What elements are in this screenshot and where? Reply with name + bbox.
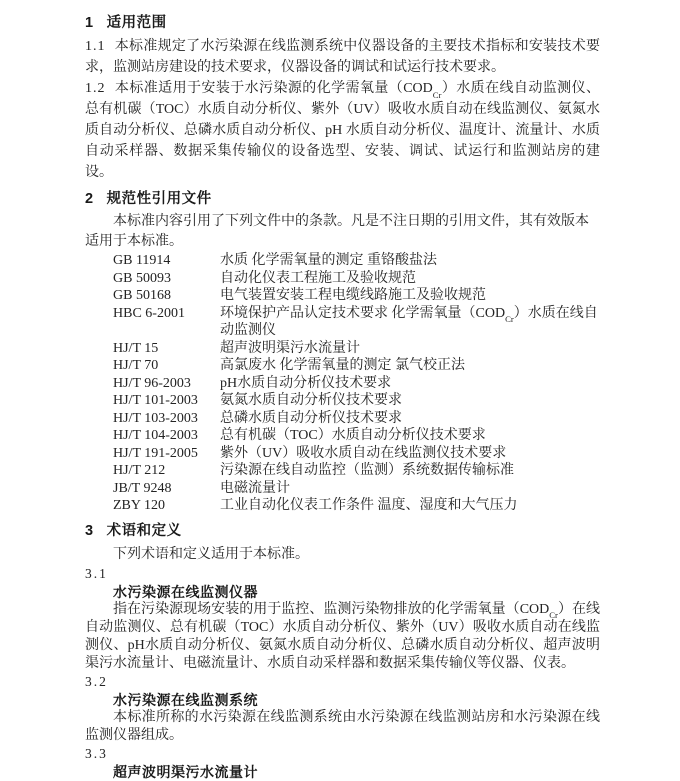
reference-item: [85, 357, 600, 375]
section-normative-references: [85, 189, 600, 515]
reference-code: HJ/T 15: [113, 340, 159, 356]
section-terms-definitions: [85, 521, 600, 781]
reference-title: 工业自动化仪表工作条件 温度、湿度和大气压力: [220, 498, 518, 513]
section-3-title: 术语和定义: [106, 522, 182, 539]
reference-title: pH水质自动分析仪技术要求: [220, 375, 392, 391]
term-number: 3.1: [85, 565, 108, 581]
reference-code: HJ/T 96-2003: [113, 375, 191, 391]
reference-title: 紫外（UV）吸收水质自动在线监测仪技术要求: [220, 445, 507, 461]
references-intro: 本标准内容引用了下列文件中的条款。凡是不注日期的引用文件，其有效版本适用于本标准。: [85, 214, 589, 249]
term-definition: 指在污染源现场安装的用于监控、监测污染物排放的化学需氧量$(COD_{Cr})$在线自动监测仪、总有机碳（TOC）水质自动分析仪、紫外（UV）吸收水质自动在线监测仪、pH水质自动分析仪、氨氮水质自动分析仪、总磷水质自动分析仪、超声波明渠污水流量计、电磁流量计、水质自动采样器和数据采集传输仪等仪器、仪表。: [85, 601, 601, 671]
section-scope: [85, 13, 600, 183]
term-name: 水污染源在线监测仪器: [113, 583, 258, 600]
reference-code: GB 50093: [113, 270, 171, 286]
reference-code: HJ/T 191-2005: [113, 445, 198, 461]
reference-code: JB/T 9248: [113, 480, 172, 496]
reference-item: [85, 270, 600, 288]
reference-title: 自动化仪表工程施工及验收规范: [220, 270, 416, 286]
section-2-title: 规范性引用文件: [106, 191, 212, 207]
reference-title: 环境保护产品认定技术要求 化学需氧量$(COD_{Cr})$水质在线自动监测仪: [220, 305, 598, 338]
term-item-3-2: [85, 673, 600, 745]
reference-code: HBC 6-2001: [113, 305, 185, 321]
reference-code: GB 50168: [113, 288, 171, 303]
reference-item: [85, 392, 600, 410]
section-3-number: 3: [85, 522, 94, 539]
clause-1-1-number: 1.1: [85, 39, 106, 54]
section-1-heading: [85, 13, 600, 33]
reference-code: HJ/T 70: [113, 358, 159, 373]
section-2-heading: [85, 189, 600, 209]
term-name: 水污染源在线监测系统: [113, 691, 258, 708]
reference-title: 电气装置安装工程电缆线路施工及验收规范: [220, 288, 486, 303]
reference-item: [85, 410, 600, 428]
reference-title: 电磁流量计: [220, 480, 290, 496]
reference-title: 高氯废水 化学需氧量的测定 氯气校正法: [220, 358, 465, 373]
term-number: 3.3: [85, 745, 108, 761]
reference-item: [85, 497, 600, 515]
term-definition: 本标准所称的水污染源在线监测系统由水污染源在线监测站房和水污染源在线监测仪器组成。: [85, 709, 600, 743]
clause-1-2-text: 本标准适用于安装于水污染源的化学需氧量$(COD_{Cr})$水质在线自动监测仪、总有机碳（TOC）水质自动分析仪、紫外（UV）吸收水质自动在线监测仪、氨氮水质自动分析仪、总磷水质自动分析仪、pH 水质自动分析仪、温度计、流量计、水质自动采样器、数据采集传输仪的设备选型、安装、调试、试运行和监测站房的建设。: [85, 81, 600, 180]
section-3-heading: [85, 521, 600, 541]
term-name: 超声波明渠污水流量计: [113, 763, 258, 780]
section-1-number: 1: [85, 15, 94, 31]
reference-title: 总磷水质自动分析仪技术要求: [220, 410, 402, 426]
reference-item: [85, 375, 600, 393]
clause-1-2-number: 1.2: [85, 81, 106, 96]
reference-title: 总有机碳（TOC）水质自动分析仪技术要求: [220, 428, 486, 443]
term-number: 3.2: [85, 673, 108, 689]
reference-code: HJ/T 104-2003: [113, 428, 198, 443]
reference-list: [85, 252, 600, 515]
reference-code: HJ/T 101-2003: [113, 393, 198, 408]
reference-item: [85, 252, 600, 270]
reference-item: [85, 462, 600, 480]
clause-1-1: [85, 36, 600, 78]
reference-code: HJ/T 212: [113, 463, 166, 478]
term-item-3-3: [85, 745, 600, 781]
reference-code: ZBY 120: [113, 498, 165, 513]
reference-title: 超声波明渠污水流量计: [220, 340, 360, 356]
section-2-number: 2: [85, 191, 94, 207]
reference-item: [85, 445, 600, 463]
reference-code: GB 11914: [113, 253, 171, 268]
reference-code: HJ/T 103-2003: [113, 410, 198, 426]
clause-1-2: [85, 78, 600, 183]
reference-title: 污染源在线自动监控（监测）系统数据传输标准: [220, 463, 514, 478]
section-1-title: 适用范围: [106, 15, 167, 31]
reference-item: [85, 480, 600, 498]
reference-item: [85, 287, 600, 305]
term-item-3-1: [85, 565, 600, 673]
reference-title: 氨氮水质自动分析仪技术要求: [220, 393, 402, 408]
clause-1-1-text: 本标准规定了水污染源在线监测系统中仪器设备的主要技术指标和安装技术要求，监测站房建设的技术要求，仪器设备的调试和试运行技术要求。: [85, 39, 600, 75]
terms-intro: 下列术语和定义适用于本标准。: [113, 546, 309, 562]
reference-item: [85, 340, 600, 358]
reference-item: [85, 427, 600, 445]
reference-item: [85, 305, 600, 340]
reference-title: 水质 化学需氧量的测定 重铬酸盐法: [220, 253, 437, 268]
